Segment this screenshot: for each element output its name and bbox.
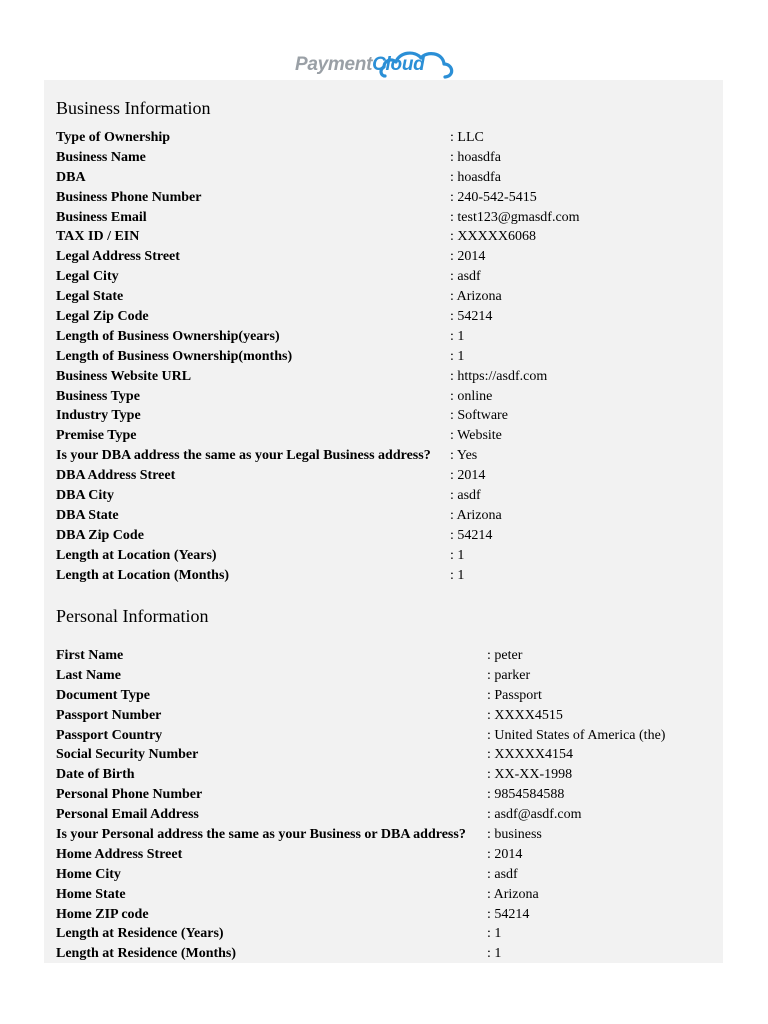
field-label: Industry Type [56,408,141,424]
field-value: : https://asdf.com [450,368,548,384]
field-label: Legal State [56,289,124,305]
field-label: Business Phone Number [56,189,202,205]
field-value: : test123@gmasdf.com [450,209,580,225]
field-label: Is your Personal address the same as your Business or DBA address? [56,827,466,843]
field-value: : 240-542-5415 [450,189,537,205]
info-row [56,825,716,845]
field-value: : 9854584588 [487,787,565,803]
field-value: : 1 [450,567,465,583]
field-label: Passport Number [56,707,162,723]
field-value: : 1 [487,926,502,942]
field-label: Personal Phone Number [56,787,203,803]
info-row [56,347,716,367]
field-value: : Arizona [487,886,539,902]
info-row [56,506,716,526]
field-label: Social Security Number [56,747,199,763]
field-label: Premise Type [56,428,137,444]
info-row [56,765,716,785]
business-information-title: Business Information [56,98,211,118]
info-row [56,845,716,865]
field-label: DBA State [56,507,119,523]
field-label: Home City [56,866,121,882]
field-label: Home State [56,886,126,902]
field-value: : online [450,388,493,404]
info-row [56,805,716,825]
business-information-list [56,128,716,585]
info-row [56,168,716,188]
field-label: Last Name [56,667,121,683]
info-row [56,227,716,247]
field-value: : 54214 [450,309,493,325]
personal-information-list [56,646,716,964]
field-value: : hoasdfa [450,169,501,185]
info-row [56,406,716,426]
info-row [56,944,716,964]
field-label: Is your DBA address the same as your Legal Business address? [56,448,431,464]
info-row [56,128,716,148]
info-row [56,646,716,666]
info-row [56,745,716,765]
info-row [56,726,716,746]
field-value: : Passport [487,687,542,703]
field-value: : 54214 [487,906,530,922]
field-value: : XX-XX-1998 [487,767,573,783]
field-label: Length at Location (Years) [56,547,217,563]
field-label: DBA Zip Code [56,527,144,543]
field-value: : XXXX4515 [487,707,563,723]
info-row [56,307,716,327]
info-row [56,148,716,168]
field-value: : LLC [450,130,484,145]
field-value: : asdf [487,866,518,882]
field-value: : asdf [450,269,481,285]
field-label: DBA [56,169,86,185]
info-row [56,905,716,925]
field-value: : business [487,827,542,843]
info-row [56,785,716,805]
field-label: Length of Business Ownership(months) [56,348,293,364]
field-value: : Yes [450,448,478,464]
field-label: Document Type [56,687,150,703]
field-label: Length of Business Ownership(years) [56,328,280,344]
info-row [56,327,716,347]
info-row [56,387,716,407]
logo-word-payment: Payment [295,54,373,75]
personal-information-title: Personal Information [56,606,209,626]
info-row [56,566,716,586]
field-label: Business Name [56,149,146,165]
field-value: : 2014 [487,846,523,862]
info-row [56,686,716,706]
field-value: : 1 [450,547,465,563]
field-label: Business Type [56,388,140,404]
info-row [56,924,716,944]
field-label: Home Address Street [56,846,183,862]
field-label: Length at Residence (Years) [56,926,224,942]
info-row [56,446,716,466]
field-label: Business Email [56,209,147,225]
info-row [56,208,716,228]
info-row [56,486,716,506]
field-label: Legal Zip Code [56,309,149,325]
field-label: Passport Country [56,727,163,743]
field-value: : United States of America (the) [487,727,666,743]
field-label: TAX ID / EIN [56,229,140,245]
logo-word-cloud: Cloud [372,54,425,75]
field-label: DBA Address Street [56,468,176,484]
field-value: : 2014 [450,249,486,265]
field-value: : 1 [450,328,465,344]
field-value: : peter [487,648,523,663]
field-value: : XXXXX4154 [487,747,573,763]
info-row [56,267,716,287]
field-label: Personal Email Address [56,807,199,823]
field-value: : Arizona [450,507,502,523]
logo-wordmark [295,54,424,76]
field-label: Legal Address Street [56,249,180,265]
field-label: Length at Residence (Months) [56,946,237,962]
field-value: : 1 [487,946,502,962]
info-row [56,188,716,208]
info-row [56,247,716,267]
info-row [56,526,716,546]
field-value: : Arizona [450,289,502,305]
field-label: Type of Ownership [56,130,171,145]
info-row [56,865,716,885]
info-row [56,367,716,387]
info-row [56,666,716,686]
field-label: Length at Location (Months) [56,567,230,583]
field-value: : 1 [450,348,465,364]
field-label: Date of Birth [56,767,135,783]
field-value: : 54214 [450,527,493,543]
info-row [56,706,716,726]
info-row [56,287,716,307]
field-label: Business Website URL [56,368,192,384]
field-value: : Software [450,408,508,424]
field-label: First Name [56,648,124,663]
field-value: : parker [487,667,531,683]
info-row [56,466,716,486]
field-label: Home ZIP code [56,906,149,922]
field-value: : hoasdfa [450,149,501,165]
field-label: DBA City [56,488,114,504]
field-value: : asdf@asdf.com [487,807,582,823]
field-value: : XXXXX6068 [450,229,536,245]
field-value: : Website [450,428,502,444]
field-value: : asdf [450,488,481,504]
info-row [56,546,716,566]
info-row [56,885,716,905]
field-value: : 2014 [450,468,486,484]
info-row [56,426,716,446]
field-label: Legal City [56,269,119,285]
paymentcloud-logo [293,40,463,84]
